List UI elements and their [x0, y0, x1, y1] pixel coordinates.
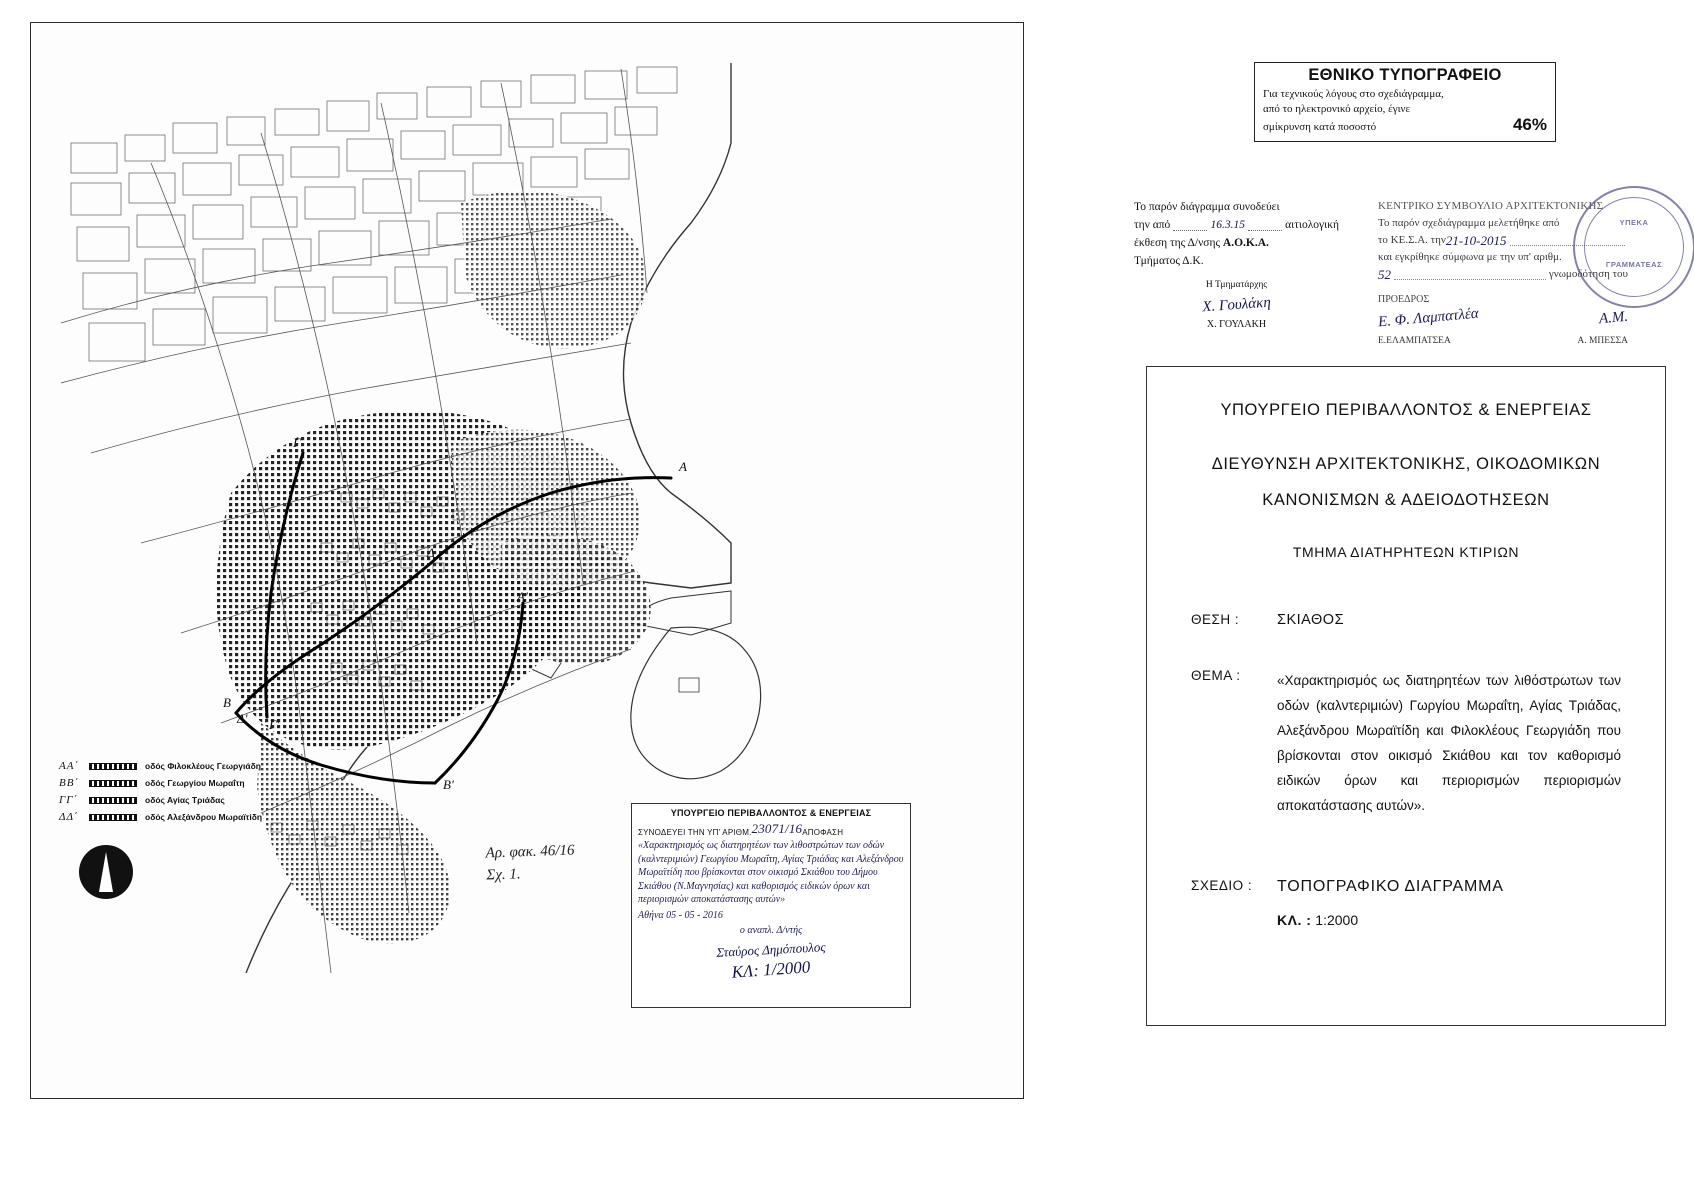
- kesa-opinion-number: 52: [1378, 267, 1391, 282]
- scale-row: [1277, 912, 1621, 928]
- legend-code: ΓΓ΄: [59, 794, 79, 806]
- aoka-date-prefix: την από: [1134, 219, 1171, 231]
- stamp-secretary-label: ΓΡΑΜΜΑΤΕΑΣ: [1605, 260, 1663, 269]
- aoka-signer-role: Η Τμηματάρχης: [1205, 280, 1268, 290]
- kesa-opinion-suffix: γνωμοδότηση του: [1548, 268, 1628, 280]
- legend-item: [59, 758, 309, 775]
- stamp-scale: ΚΛ: 1/2000: [731, 956, 811, 982]
- stamp-decision-number: 23071/16: [751, 821, 803, 836]
- legend-code: ΔΔ΄: [59, 811, 79, 823]
- kesa-line1: Το παρόν σχεδιάγραμμα μελετήθηκε από: [1378, 217, 1560, 229]
- stamp-accompanies-label: ΣΥΝΟΔΕΥΕΙ ΤΗΝ ΥΠ' ΑΡΙΘΜ.: [638, 828, 752, 837]
- svg-text:A': A': [517, 589, 528, 604]
- title-directorate-line2: ΚΑΝΟΝΙΣΜΩΝ & ΑΔΕΙΟΔΟΤΗΣΕΩΝ: [1262, 491, 1550, 509]
- aoka-approval-block: [1134, 198, 1339, 334]
- legend-line-swatch: [89, 763, 137, 770]
- drawing-number: Σχ. 1.: [486, 866, 521, 884]
- drawing-value: ΤΟΠΟΓΡΑΦΙΚΟ ΔΙΑΓΡΑΜΜΑ: [1277, 878, 1504, 895]
- reduction-note-line1: Για τεχνικούς λόγους στο σχεδιάγραμμα,: [1263, 88, 1444, 100]
- kesa-date-prefix: το ΚΕ.Σ.Α. την: [1378, 234, 1446, 246]
- svg-text:A: A: [679, 459, 687, 474]
- svg-text:Γ: Γ: [293, 435, 301, 450]
- kesa-president-signature: Ε. Φ. Λαμπατλέα: [1377, 305, 1480, 331]
- official-round-stamp: [1573, 186, 1694, 308]
- kesa-date-value: 21-10-2015: [1445, 233, 1507, 248]
- aoka-dots: [1248, 220, 1282, 231]
- aoka-line4: Τμήματος Δ.Κ.: [1134, 255, 1204, 267]
- stamp-decision-label: ΑΠΟΦΑΣΗ: [802, 828, 844, 837]
- position-label: ΘΕΣΗ :: [1191, 612, 1240, 627]
- file-number: Αρ. φακ. 46/16: [485, 842, 575, 862]
- title-ministry: ΥΠΟΥΡΓΕΙΟ ΠΕΡΙΒΑΛΛΟΝΤΟΣ & ΕΝΕΡΓΕΙΑΣ: [1220, 401, 1592, 419]
- position-value: ΣΚΙΑΘΟΣ: [1277, 612, 1345, 628]
- handwritten-file-note: [485, 839, 575, 886]
- title-department: ΤΜΗΜΑ ΔΙΑΤΗΡΗΤΕΩΝ ΚΤΙΡΙΩΝ: [1292, 544, 1520, 560]
- stamp-place-date: Αθήνα 05 - 05 - 2016: [638, 909, 723, 921]
- scale-label: ΚΛ. :: [1277, 912, 1312, 928]
- legend-label: οδός Αγίας Τριάδας: [145, 795, 225, 805]
- legend-label: οδός Φιλοκλέους Γεωργιάδη: [145, 761, 261, 771]
- map-legend: [59, 758, 309, 826]
- stamp-ministry: ΥΠΟΥΡΓΕΙΟ ΠΕΡΙΒΑΛΛΟΝΤΟΣ & ΕΝΕΡΓΕΙΑΣ: [670, 808, 872, 818]
- reduction-percent: 46%: [1512, 115, 1547, 134]
- aoka-signature: Χ. Γουλάκη: [1201, 294, 1272, 316]
- aoka-directorate-code: Α.Ο.Κ.Α.: [1222, 237, 1269, 249]
- legend-item: [59, 809, 309, 826]
- legend-line-swatch: [89, 814, 137, 821]
- aoka-dots: [1173, 220, 1207, 231]
- reduction-note-line2: από το ηλεκτρονικό αρχείο, έγινε: [1263, 103, 1411, 115]
- theme-value: «Χαρακτηρισμός ως διατηρητέων των λιθόστρωτων των οδών (καλντεριμιών) Γωργίου Μωραΐτη, Αγίας Τριάδας, Αλεξάνδρου Μωραϊτίδη και Φιλοκλέους Γεωργιάδη που βρίσκονται στον οικισμό Σκιάθου και τον καθορισμό ειδικών όρων και περιορισμών περιορισμών αποκατάστασης αυτών».: [1277, 673, 1621, 813]
- stamp-signature: Σταύρος Δημόπουλος: [716, 938, 826, 960]
- drawing-row: [1191, 878, 1621, 896]
- stamp-signer-role: ο αναπλ. Δ/ντής: [739, 925, 803, 936]
- svg-text:Δ': Δ': [237, 711, 248, 726]
- legend-line-swatch: [89, 780, 137, 787]
- aoka-signer-name: Χ. ΓΟΥΛΑΚΗ: [1206, 319, 1267, 330]
- drawing-label: ΣΧΕΔΙΟ :: [1191, 878, 1253, 893]
- legend-code: ΒΒ΄: [59, 777, 80, 789]
- scale-value: 1:2000: [1315, 912, 1359, 928]
- position-row: [1191, 612, 1621, 628]
- legend-label: οδός Αλεξάνδρου Μωραϊτίδη: [145, 812, 263, 822]
- kesa-header: ΚΕΝΤΡΙΚΟ ΣΥΜΒΟΥΛΙΟ ΑΡΧΙΤΕΚΤΟΝΙΚΗΣ: [1378, 200, 1604, 212]
- kesa-secretary-name: Α. ΜΠΕΣΣΑ: [1577, 336, 1628, 346]
- stamp-authority: ΥΠΕΚΑ: [1619, 218, 1649, 227]
- theme-label: ΘΕΜΑ :: [1191, 668, 1241, 683]
- topographic-map-panel: [30, 22, 1024, 1099]
- kesa-signature-row: [1377, 305, 1629, 331]
- legend-label: οδός Γεωργίου Μωραΐτη: [145, 778, 245, 788]
- reduction-note-line3: [1263, 117, 1547, 135]
- theme-row: [1191, 668, 1621, 818]
- stamp-inner-ring: [1584, 197, 1684, 297]
- aoka-line3: [1134, 234, 1339, 252]
- aoka-directorate-prefix: έκθεση της Δ/νσης: [1134, 237, 1221, 249]
- drawing-title-block: [1146, 366, 1666, 1026]
- legend-line-swatch: [89, 797, 137, 804]
- kesa-president-name: Ε.ΕΛΑΜΠΑΤΣΕΑ: [1378, 336, 1451, 346]
- north-arrow-icon: [79, 845, 133, 899]
- aoka-date-value: 16.3.15: [1210, 219, 1245, 231]
- svg-text:Δ: Δ: [427, 545, 435, 560]
- kesa-signer-names: [1378, 329, 1628, 350]
- reduction-label: σμίκρυνση κατά ποσοστό: [1263, 121, 1377, 133]
- svg-text:Γ': Γ': [269, 717, 280, 732]
- north-needle-icon: [99, 852, 113, 892]
- stamp-handwritten-body: «Χαρακτηρισμός ως διατηρητέων των λιθοστρώτων των οδών (καλντεριμιών) Γεωργίου Μωραΐτη, Αγίας Τριάδας και Αλεξάνδρου Μωραϊτίδη που βρίσκονται στον οικισμό Σκιάθου του Δήμου Σκιάθου (Ν.Μαγνησίας) και καθορισμός ειδικών όρων και περιορισμών αποκατάστασης αυτών»: [638, 840, 904, 905]
- kesa-president-role: ΠΡΟΕΔΡΟΣ: [1378, 294, 1430, 305]
- national-printing-office-title: ΕΘΝΙΚΟ ΤΥΠΟΓΡΑΦΕΙΟ: [1308, 66, 1502, 84]
- svg-text:B': B': [443, 777, 454, 792]
- legend-item: [59, 792, 309, 809]
- kesa-line3: και εγκρίθηκε σύμφωνα με την υπ' αριθμ.: [1378, 251, 1562, 263]
- aoka-line2: [1134, 216, 1339, 234]
- kesa-secretary-signature: Α.Μ.: [1598, 308, 1629, 328]
- title-directorate-line1: ΔΙΕΥΘΥΝΣΗ ΑΡΧΙΤΕΚΤΟΝΙΚΗΣ, ΟΙΚΟΔΟΜΙΚΩΝ: [1211, 455, 1601, 473]
- national-printing-office-box: [1254, 62, 1556, 142]
- map-decision-stamp: [631, 803, 911, 1008]
- legend-item: [59, 775, 309, 792]
- title-directorate: [1191, 446, 1621, 518]
- legend-code: ΑΑ΄: [59, 760, 80, 772]
- svg-text:B: B: [223, 695, 231, 710]
- aoka-date-suffix: αιτιολογική: [1285, 219, 1340, 231]
- aoka-line1: Το παρόν διάγραμμα συνοδεύει: [1134, 201, 1280, 213]
- stamp-decision-line: [638, 821, 904, 837]
- kesa-dots: [1394, 269, 1546, 280]
